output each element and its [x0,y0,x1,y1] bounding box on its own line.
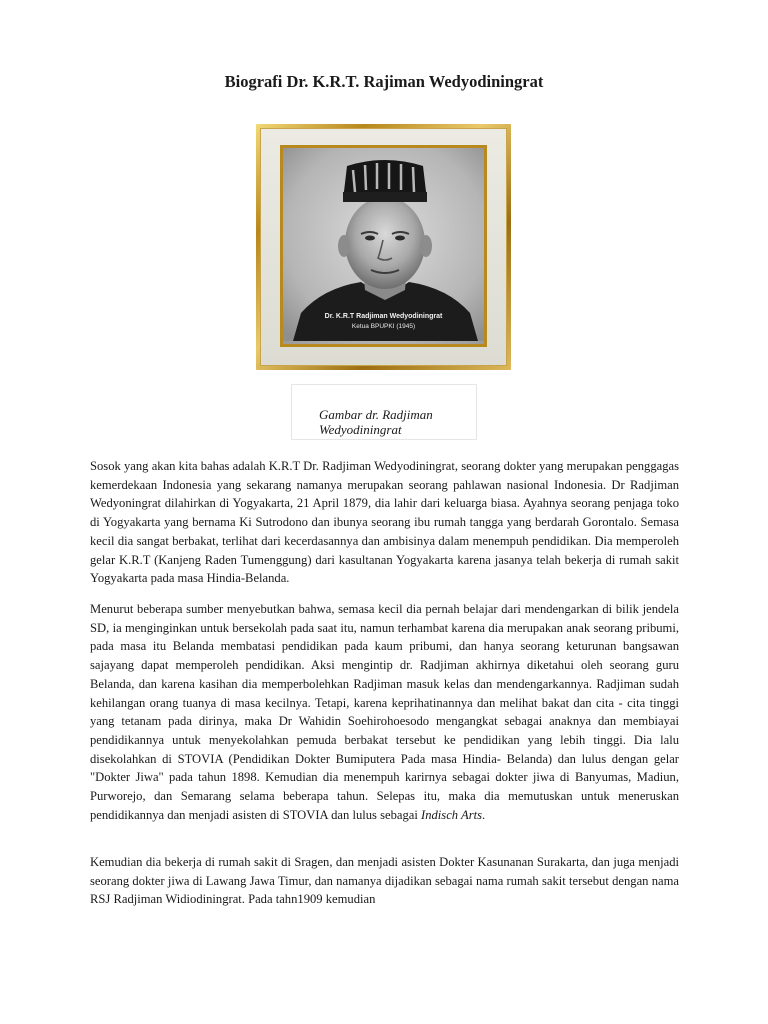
portrait-frame [256,124,511,370]
document-title: Biografi Dr. K.R.T. Rajiman Wedyodiningrat [224,72,544,91]
figure-caption-line2: Wedyodiningrat [319,422,402,437]
portrait-photo [283,148,484,344]
photo-caption-role: Ketua BPUPKI (1945) [351,323,416,330]
paragraph-2-text: Menurut beberapa sumber menyebutkan bahwa, semasa kecil dia pernah belajar dari mendengarkan di bilik jendela SD, ia menginginkan untuk bersekolah pada saat itu, namun terhambat karena dia merupakan anak seorang pribumi, pada masa itu Belanda membatasi pendidikan pada kaum pribumi, dan hanya seorang keturunan bangsawan sajayang dapat memperoleh pendidikan. Aksi mengintip dr. Radjiman akhirnya diketahui oleh seorang guru Belanda, dan karena kasihan dia memperbolehkan Radjiman masuk kelas dan mendengarkannya. Radjiman sudah kehilangan orang tuanya di masa kecilnya. Tetapi, karena keprihatinannya dan melihat bakat dan cita - cita tinggi yang tetanam pada dirinya, maka Dr Wahidin Soehirohoesodo mengangkat sebagai anaknya dan membiayai pendidikannya untuk menyekolahkan pemuda berbakat tersebut ke pendidikan yang lebih tinggi. Dia lalu disekolahkan di STOVIA (Pendidikan Dokter Bumiputera Pada masa Hindia- Belanda) dan lulus dengan gelar "Dokter Jiwa" pada tahun 1898. Kemudian dia menempuh karirnya sebagai dokter jiwa di Banyumas, Madiun, Purworejo, dan Semarang selama beberapa tahun. Selepas itu, maka dia memutuskan untuk meneruskan pendidikannya dan menjadi asisten di STOVIA dan lulus sebagai [90,602,679,822]
paragraph-2 [90,600,679,824]
paragraph-2-end: . [482,807,486,822]
paragraph-2-italic: Indisch Arts [421,807,482,822]
figure-caption-line1: Gambar dr. Radjiman [319,407,433,422]
paragraph-1: Sosok yang akan kita bahas adalah K.R.T Dr. Radjiman Wedyodiningrat, seorang dokter yang merupakan penggagas kemerdekaan Indonesia yang sekarang namanya merupakan seorang pahlawan nasional Indonesia. Dr Radjiman Wedyoningrat dilahirkan di Yogyakarta, 21 April 1879, dia lahir dari keluarga biasa. Ayahnya seorang penjaga toko di Yogyakarta yang bernama Ki Sutrodono dan ibunya seorang ibu rumah tangga yang berdarah Gorontalo. Semasa kecil dia sangat berbakat, terlihat dari kecerdasannya dan ambisinya dalam menempuh pendidikan. Dia memperoleh gelar K.R.T (Kanjeng Raden Tumenggung) dari kasultanan Yogyakarta karena jasanya telah bekerja di rumah sakit Yogyakarta pada masa Hindia-Belanda. [90,459,679,586]
paragraph-3: Kemudian dia bekerja di rumah sakit di Sragen, dan menjadi asisten Dokter Kasunanan Surakarta, dan juga menjadi seorang dokter jiwa di Lawang Jawa Timur, dan namanya dijadikan sebagai nama rumah sakit tersebut dengan nama RSJ Radjiman Widiodiningrat. Pada tahn1909 kemudian [90,855,679,907]
figure-caption [291,384,477,440]
photo-caption-name: Dr. K.R.T Radjiman Wedyodiningrat [324,313,443,320]
portrait-mat [260,128,507,366]
portrait-inner-border [280,145,487,347]
